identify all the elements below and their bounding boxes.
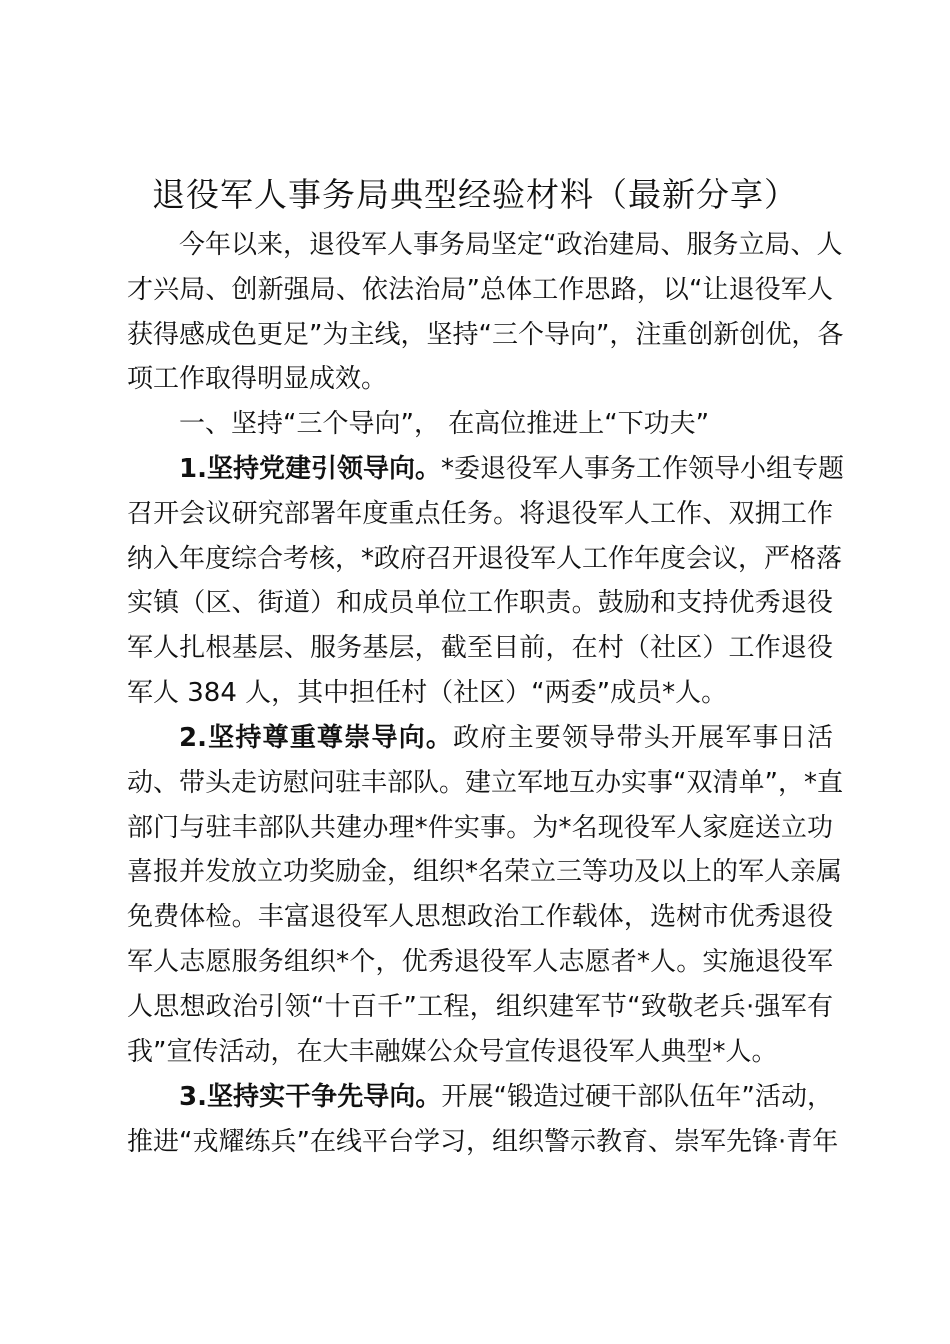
paragraph-3-first-line-text: 开展“锻造过硬干部队伍年”活动， xyxy=(441,1082,833,1112)
document-title: 退役军人事务局典型经验材料（最新分享） xyxy=(152,175,798,214)
paragraph-1-line-5: 军人扎根基层、服务基层，截至目前，在村（社区）工作退役 xyxy=(127,633,833,664)
paragraph-3-line-2: 推进“戎耀练兵”在线平台学习，组织警示教育、崇军先锋·青年 xyxy=(127,1126,839,1157)
paragraph-2-first-line xyxy=(127,716,833,761)
paragraph-2-line-2: 动、带头走访慰问驻丰部队。建立军地互办实事“双清单”，*直 xyxy=(127,767,843,798)
paragraph-3 xyxy=(127,1075,839,1165)
paragraph-1 xyxy=(127,447,844,716)
intro-paragraph xyxy=(127,223,844,402)
paragraph-3-first-line xyxy=(127,1075,833,1120)
paragraph-2-first-line-text: 政府主要领导带头开展军事日活 xyxy=(453,723,833,753)
intro-line-3: 获得感成色更足”为主线，坚持“三个导向”，注重创新创优，各 xyxy=(127,319,844,350)
paragraph-2 xyxy=(127,716,843,1074)
paragraph-2-line-5: 免费体检。丰富退役军人思想政治工作载体，选树市优秀退役 xyxy=(127,902,833,933)
intro-line-2: 才兴局、创新强局、依法治局”总体工作思路，以“让退役军人 xyxy=(127,274,833,305)
paragraph-1-line-3: 纳入年度综合考核，*政府召开退役军人工作年度会议，严格落 xyxy=(127,543,843,574)
paragraph-2-line-8: 我”宣传活动，在大丰融媒公众号宣传退役军人典型*人。 xyxy=(127,1036,778,1067)
paragraph-2-line-4: 喜报并发放立功奖励金，组织*名荣立三等功及以上的军人亲属 xyxy=(127,857,843,888)
section-heading-block xyxy=(127,402,833,447)
paragraph-1-line-2: 召开会议研究部署年度重点任务。将退役军人工作、双拥工作 xyxy=(127,498,833,529)
paragraph-3-heading: 3.坚持实干争先导向。 xyxy=(179,1082,442,1112)
paragraph-2-line-3: 部门与驻丰部队共建办理*件实事。为*名现役军人家庭送立功 xyxy=(127,812,833,843)
intro-line-4: 项工作取得明显成效。 xyxy=(127,364,388,395)
paragraph-1-first-line-text: *委退役军人事务工作领导小组专题 xyxy=(440,454,844,484)
paragraph-1-line-4: 实镇（区、街道）和成员单位工作职责。鼓励和支持优秀退役 xyxy=(127,588,833,619)
paragraph-2-heading: 2.坚持尊重尊崇导向。 xyxy=(179,723,454,753)
intro-line-1: 今年以来，退役军人事务局坚定“政治建局、服务立局、人 xyxy=(179,230,843,260)
paragraph-1-first-line xyxy=(127,447,844,492)
section-heading: 一、坚持“三个导向”， 在高位推进上“下功夫” xyxy=(179,409,710,439)
paragraph-1-line-6: 军人 384 人，其中担任村（社区）“两委”成员*人。 xyxy=(127,677,728,708)
paragraph-1-heading: 1.坚持党建引领导向。 xyxy=(179,454,441,484)
paragraph-2-line-6: 军人志愿服务组织*个，优秀退役军人志愿者*人。实施退役军 xyxy=(127,946,833,977)
paragraph-2-line-7: 人思想政治引领“十百千”工程，组织建军节“致敬老兵·强军有 xyxy=(127,991,833,1022)
